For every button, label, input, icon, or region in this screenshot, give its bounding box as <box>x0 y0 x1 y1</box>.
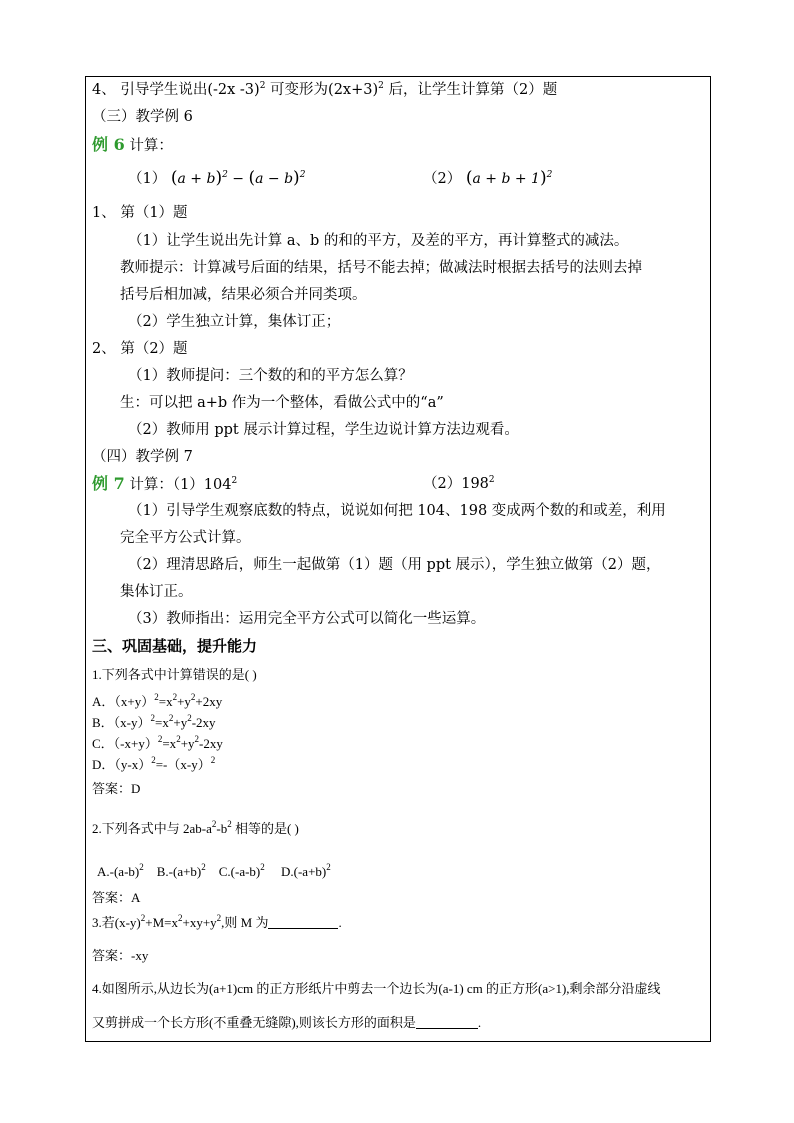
question-1-option-a: A．$(x+y)^2=x^2+y^2+2xy$ <box>92 692 223 709</box>
text-line: 1、 第（1）题 <box>92 205 188 221</box>
text-line: （1）教师提问：三个数的和的平方怎么算？ <box>128 368 413 384</box>
answer-3: 答案：-xy <box>92 948 149 963</box>
section-heading-example7: （四）教学例 7 <box>92 449 193 465</box>
problem-text: （2）198 <box>423 476 489 492</box>
question-3: 3.若$(x-y)^2+M=x^2+xy+y^2$,则 M 为 . <box>92 913 342 930</box>
text-line: （2）学生独立计算，集体订正； <box>128 314 341 330</box>
text-line: （2）理清思路后，师生一起做第（1）题（用 ppt 展示），学生独立做第（2）题， <box>128 557 661 573</box>
text-line: （1）引导学生观察底数的特点，说说如何把 104、198 变成两个数的和或差，利用 <box>128 503 666 519</box>
text-line: （3）教师指出：运用完全平方公式可以简化一些运算。 <box>128 611 486 627</box>
question-2: 2.下列各式中与 $2ab-a^2-b^2$ 相等的是( ) <box>92 819 299 836</box>
question-1-option-b: B．$(x-y)^2=x^2+y^2-2xy$ <box>92 713 216 730</box>
text-line: 教师提示：计算减号后面的结果，括号不能去掉；做减法时根据去括号的法则去掉 <box>120 260 642 276</box>
answer-1: 答案：D <box>92 781 141 796</box>
text-line: 完全平方公式计算。 <box>120 530 251 546</box>
question-1-option-d: D．$(y-x)^2=-(x-y)^2$ <box>92 755 216 772</box>
math-expression: $(a + b)^2 - (a - b)^2$ <box>170 168 306 188</box>
section-heading-practice: 三、巩固基础，提升能力 <box>92 637 258 655</box>
question-1: 1.下列各式中计算错误的是( ) <box>92 667 257 682</box>
text-line: 2、 第（2）题 <box>92 341 188 357</box>
question-1-option-c: C．$(-x+y)^2=x^2+y^2-2xy$ <box>92 734 223 751</box>
example6-problems <box>128 168 305 189</box>
example6-heading <box>92 135 173 156</box>
question-4-line2: 又剪拼成一个长方形(不重叠无缝隙),则该长方形的面积是 . <box>92 1015 482 1030</box>
math-expression: $(a + b + 1)^2$ <box>465 168 553 188</box>
example6-problem2 <box>423 168 552 189</box>
example-tag: 例 7 <box>92 474 125 493</box>
section-heading-example6: （三）教学例 6 <box>92 109 193 125</box>
text-line: 4、 引导学生说出(-2x -3)$^2$ 可变形为$(2x+3)^2$ 后，让学生计算第（2）题 <box>92 81 558 98</box>
text-line: 括号后相加减，结果必须合并同类项。 <box>120 287 367 303</box>
text-line: （2）教师用 ppt 展示计算过程，学生边说计算方法边观看。 <box>128 422 519 438</box>
question-4-line1: 4.如图所示,从边长为(a+1)cm 的正方形纸片中剪去一个边长为(a-1) cm 的正方形(a>1),剩余部分沿虚线 <box>92 981 661 996</box>
question-4-text: 又剪拼成一个长方形(不重叠无缝隙),则该长方形的面积是 <box>92 1015 416 1030</box>
text-line: 集体订正。 <box>120 584 193 600</box>
text-line: 生：可以把 a+b 作为一个整体，看做公式中的“a” <box>120 395 444 411</box>
answer-blank <box>268 916 338 929</box>
example7-problem2: $(2)198^2$ <box>423 475 495 492</box>
problem-label: （2） <box>423 171 462 187</box>
example-instruction: 计算： <box>124 138 173 154</box>
example7-heading: 例 7 计算：$(1)104^2$ <box>92 474 238 493</box>
question-2-options: $A.-(a-b)^2$ $B.-(a+b)^2$ $C.(-a-b)^2$ $D.(-a+b)^2$ <box>97 862 331 879</box>
problem-label: （1） <box>128 171 167 187</box>
example-instruction: 计算：（1）104 <box>124 477 232 493</box>
answer-2: 答案：A <box>92 890 141 905</box>
answer-blank <box>416 1016 478 1029</box>
text-line: （1）让学生说出先计算 a、b 的和的平方，及差的平方，再计算整式的减法。 <box>128 233 629 249</box>
example-tag: 例 6 <box>92 135 125 154</box>
